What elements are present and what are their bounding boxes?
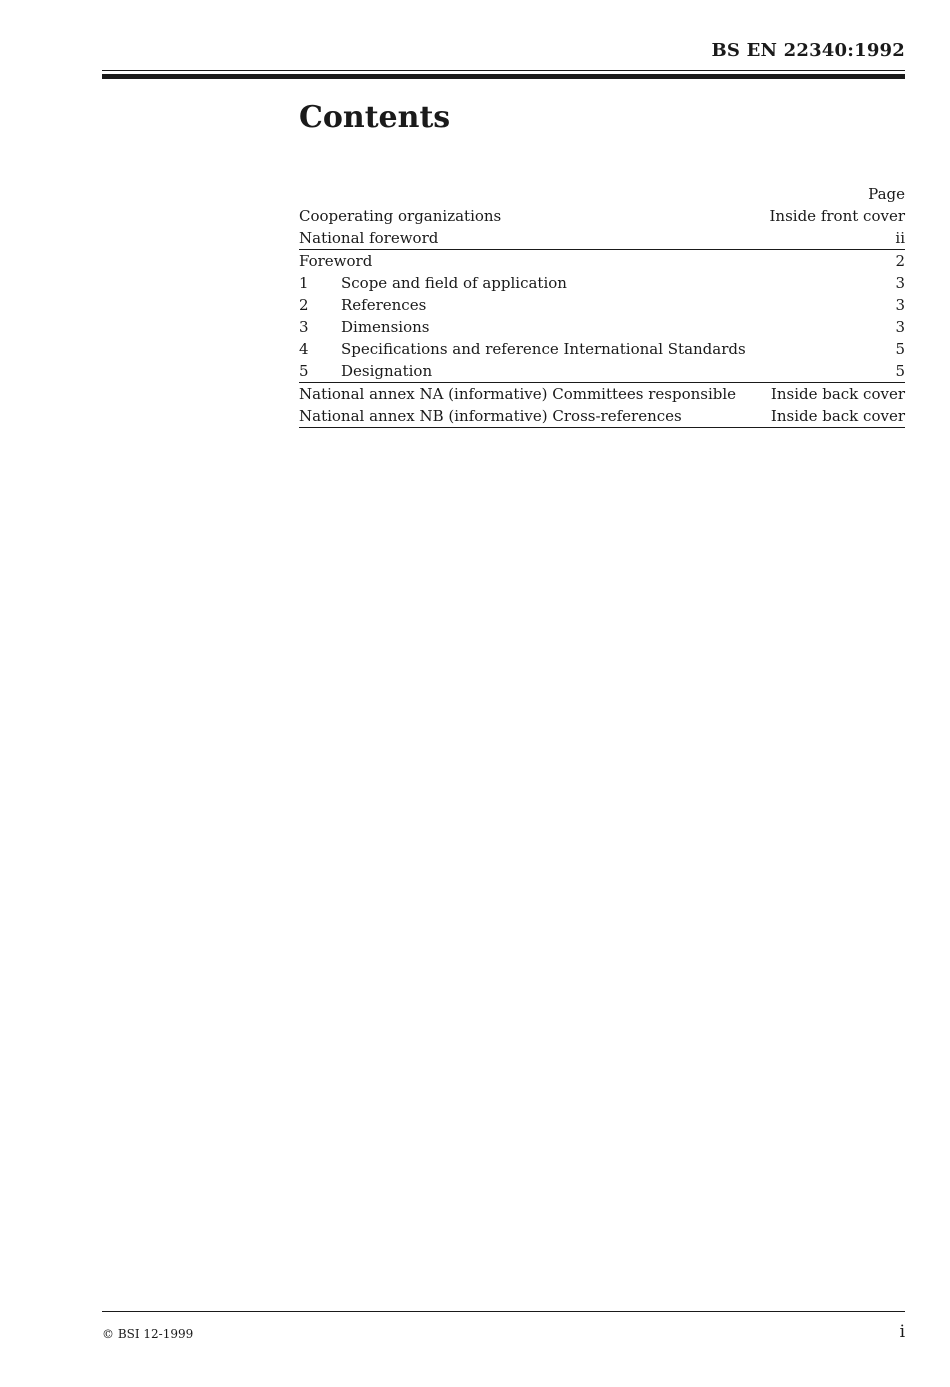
- footer-rule: [102, 1311, 905, 1312]
- toc-entry-label: National annex NA (informative) Committees responsible: [299, 385, 737, 403]
- toc-bottom-rule: [299, 427, 905, 428]
- document-id: BS EN 22340:1992: [711, 40, 905, 61]
- page-title: Contents: [299, 100, 451, 135]
- toc-entry-page: 5: [895, 362, 905, 380]
- toc-entry-number: 5: [299, 362, 309, 380]
- toc-entry[interactable]: [299, 294, 905, 316]
- toc-entry-label: Cooperating organizations: [299, 207, 502, 225]
- toc-entry-page: ii: [895, 229, 905, 247]
- toc-entry-label: Specifications and reference International Standards: [341, 340, 746, 358]
- toc-entry-number: 2: [299, 296, 309, 314]
- toc-entry[interactable]: [299, 382, 905, 405]
- toc-entry-number: 3: [299, 318, 309, 336]
- toc-entry-label: Dimensions: [341, 318, 430, 336]
- toc-entry-page: Inside back cover: [770, 407, 905, 425]
- toc-entry-page: 2: [895, 252, 905, 270]
- table-of-contents: [299, 183, 905, 428]
- toc-entry-number: 4: [299, 340, 309, 358]
- toc-entry-number: 1: [299, 274, 309, 292]
- toc-entry[interactable]: [299, 316, 905, 338]
- toc-entry-label: Scope and field of application: [341, 274, 567, 292]
- toc-entry-page: 3: [895, 318, 905, 336]
- toc-entry-label: National foreword: [299, 229, 439, 247]
- toc-entry[interactable]: [299, 205, 905, 227]
- toc-entry[interactable]: [299, 405, 905, 427]
- toc-entry-page: 5: [895, 340, 905, 358]
- toc-page-heading: Page: [868, 185, 905, 203]
- toc-entry[interactable]: [299, 249, 905, 272]
- copyright-notice: © BSI 12-1999: [102, 1327, 194, 1341]
- toc-entry-label: Designation: [341, 362, 433, 380]
- toc-entry-page: 3: [895, 274, 905, 292]
- toc-entry[interactable]: [299, 272, 905, 294]
- toc-entry[interactable]: [299, 338, 905, 360]
- toc-entry[interactable]: [299, 227, 905, 249]
- toc-entry-label: National annex NB (informative) Cross-references: [299, 407, 682, 425]
- header-rule-thin: [102, 70, 905, 71]
- toc-entry-label: References: [341, 296, 427, 314]
- toc-entry-page: Inside front cover: [769, 207, 905, 225]
- toc-entry[interactable]: [299, 360, 905, 382]
- page-number: i: [899, 1322, 905, 1342]
- toc-entry-page: 3: [895, 296, 905, 314]
- header-rule-thick: [102, 74, 905, 79]
- toc-entry-page: Inside back cover: [770, 385, 905, 403]
- toc-entry-label: Foreword: [299, 252, 373, 270]
